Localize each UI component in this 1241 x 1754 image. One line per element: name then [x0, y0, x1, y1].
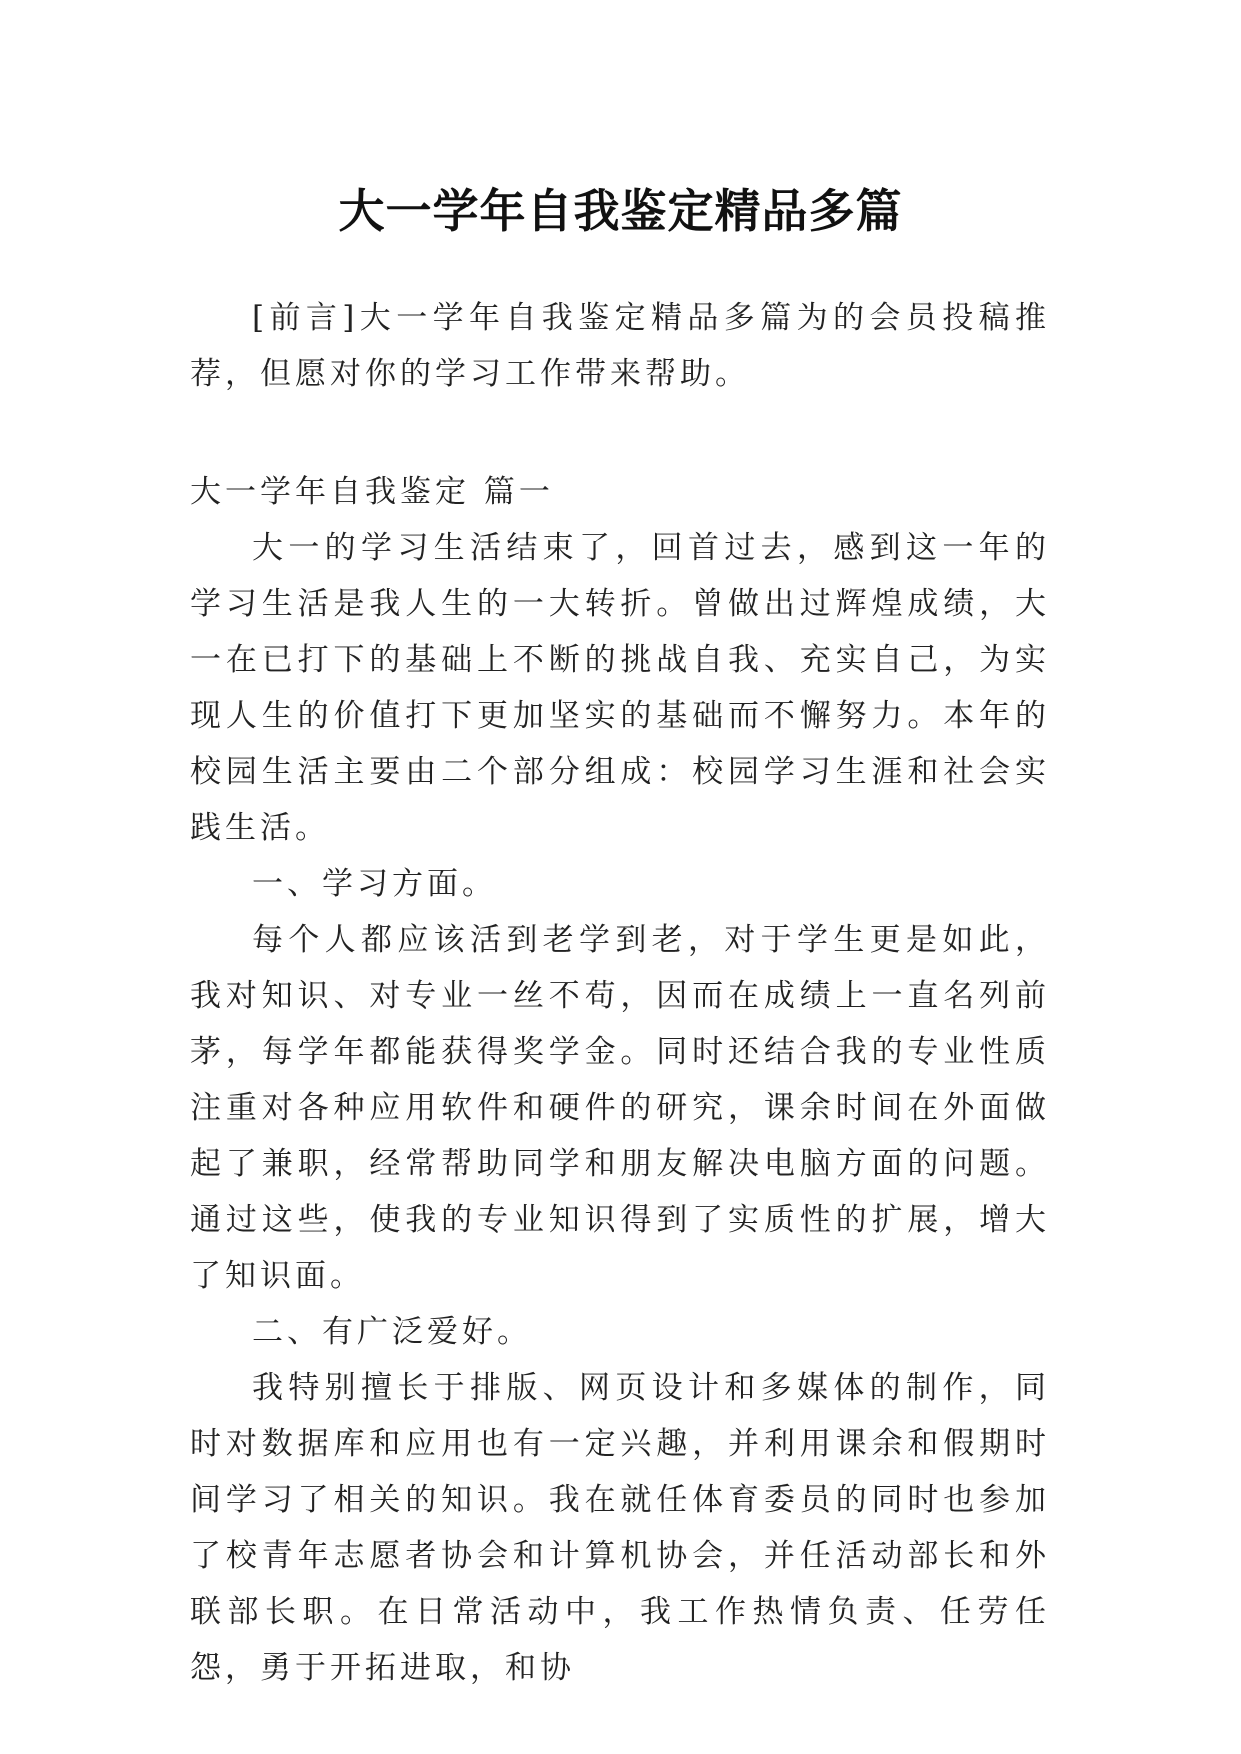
document-title: 大一学年自我鉴定精品多篇	[338, 183, 903, 238]
body-paragraph-2: 每个人都应该活到老学到老，对于学生更是如此，我对知识、对专业一丝不苟，因而在成绩上一直名列前茅，每学年都能获得奖学金。同时还结合我的专业性质注重对各种应用软件和硬件的研究，课余时间在外面做起了兼职，经常帮助同学和朋友解决电脑方面的问题。通过这些，使我的专业知识得到了实质性的扩展，增大了知识面。	[190, 922, 1050, 1294]
subheading-study: 一、学习方面。	[252, 866, 497, 902]
body-paragraph-3: 我特别擅长于排版、网页设计和多媒体的制作，同时对数据库和应用也有一定兴趣，并利用课余和假期时间学习了相关的知识。我在就任体育委员的同时也参加了校青年志愿者协会和计算机协会，并任活动部长和外联部长职。在日常活动中，我工作热情负责、任劳任怨，勇于开拓进取，和协	[190, 1370, 1050, 1686]
body-paragraph-1: 大一的学习生活结束了，回首过去，感到这一年的学习生活是我人生的一大转折。曾做出过辉煌成绩，大一在已打下的基础上不断的挑战自我、充实自己，为实现人生的价值打下更加坚实的基础而不懈努力。本年的校园生活主要由二个部分组成：校园学习生涯和社会实践生活。	[190, 530, 1050, 846]
section-heading: 大一学年自我鉴定 篇一	[190, 474, 554, 510]
document-body	[190, 464, 1050, 1696]
subheading-hobbies: 二、有广泛爱好。	[252, 1314, 532, 1350]
preface-paragraph	[190, 290, 1050, 402]
preface-text: [前言]大一学年自我鉴定精品多篇为的会员投稿推荐，但愿对你的学习工作带来帮助。	[190, 300, 1050, 392]
